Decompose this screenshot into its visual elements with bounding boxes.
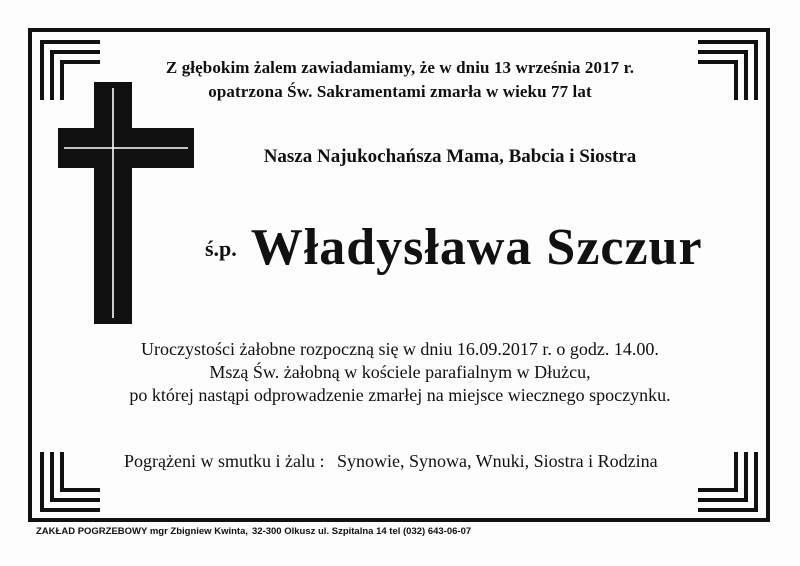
- funeral-home-address: 32-300 Olkusz ul. Szpitalna 14 tel (032) 643-06-07: [252, 526, 472, 537]
- corner-ornament-icon: [40, 450, 102, 512]
- mourners-list: Synowie, Synowa, Wnuki, Siostra i Rodzina: [336, 451, 658, 471]
- mourners-label: Pogrążeni w smutku i żalu :: [124, 451, 325, 471]
- cross-icon: [58, 82, 194, 324]
- name-prefix: ś.p.: [205, 236, 237, 261]
- funeral-home-name: ZAKŁAD POGRZEBOWY mgr Zbigniew Kwinta,: [36, 526, 248, 537]
- relationship-subtitle: Nasza Najukochańsza Mama, Babcia i Siostra: [263, 146, 637, 167]
- ceremony-line: po której nastąpi odprowadzenie zmarłej na miejsce wiecznego spoczynku.: [129, 385, 671, 405]
- intro-line-age: opatrzona Św. Sakramentami zmarła w wieku 77 lat: [208, 82, 592, 101]
- deceased-name-row: [205, 218, 703, 277]
- deceased-name: Władysława Szczur: [250, 219, 703, 276]
- mourners-line: [124, 451, 658, 472]
- ceremony-line: Uroczystości żałobne rozpoczną się w dniu 16.09.2017 r. o godz. 14.00.: [141, 339, 659, 359]
- ceremony-details: [0, 338, 800, 407]
- funeral-home-footer: [36, 526, 475, 537]
- ceremony-line: Mszą Św. żałobną w kościele parafialnym w Dłużcu,: [209, 362, 591, 382]
- intro-line-date: Z głębokim żalem zawiadamiamy, że w dniu 13 września 2017 r.: [165, 58, 635, 77]
- corner-ornament-icon: [696, 450, 758, 512]
